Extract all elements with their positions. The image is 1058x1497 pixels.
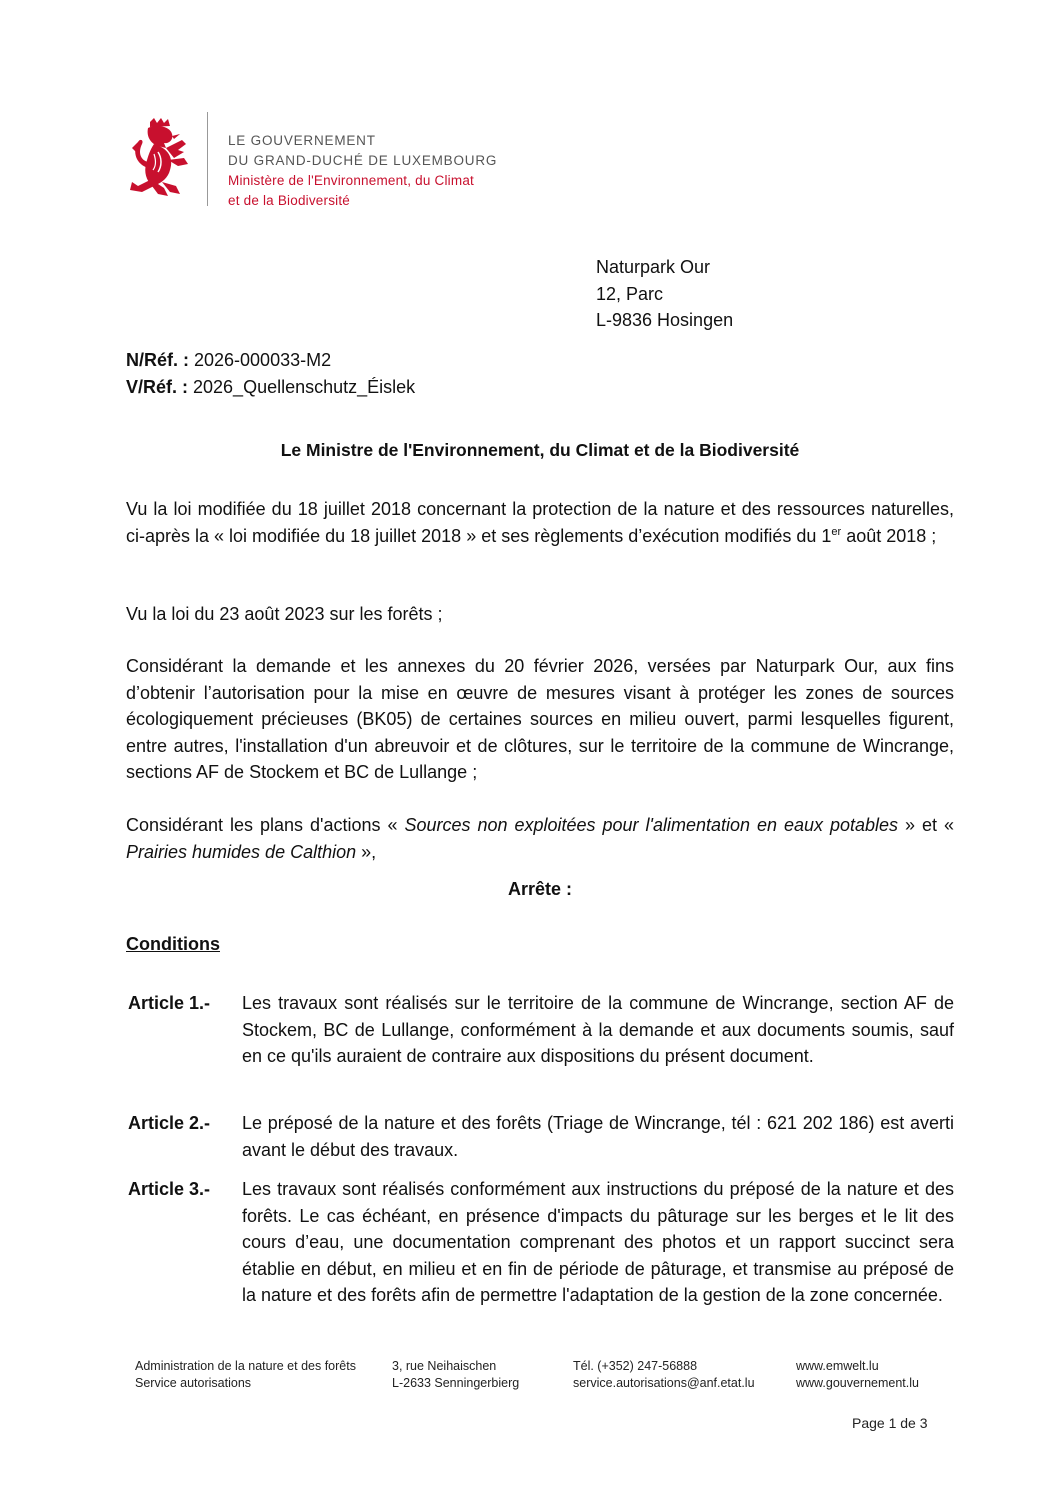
gov-line-1: LE GOUVERNEMENT bbox=[228, 133, 376, 148]
article-label: Article 3.- bbox=[128, 1179, 211, 1199]
document-title: Le Ministre de l'Environnement, du Climat et de la Biodiversité bbox=[280, 440, 800, 460]
government-identity bbox=[228, 131, 497, 211]
article-1 bbox=[128, 990, 954, 1070]
article-3 bbox=[128, 1176, 954, 1309]
article-text: Les travaux sont réalisés sur le territoire de la commune de Wincrange, section AF de Stockem, BC de Lullange, conformément à la demande et aux documents soumis, sauf en ce qu'ils auraient de contraire aux dispositions du présent document. bbox=[242, 993, 954, 1066]
footer-phone: Tél. (+352) 247-56888 bbox=[573, 1359, 698, 1373]
action-plans-join: » et « bbox=[898, 815, 954, 835]
footer-email: service.autorisations@anf.etat.lu bbox=[573, 1376, 755, 1390]
red-lion-icon bbox=[128, 118, 190, 198]
footer-service-name: Service autorisations bbox=[135, 1376, 252, 1390]
page-number: Page 1 de 3 bbox=[852, 1415, 928, 1431]
action-plans-end: », bbox=[356, 841, 377, 862]
article-text: Les travaux sont réalisés conformément aux instructions du préposé de la nature et des forêts. Le cas échéant, en présence d'impacts du pâturage sur les berges et le lit des cours d’eau, une documentation comprenant des photos et un rapport succinct sera établie en début, en milieu et en fin de période de pâturage, et transmise au préposé de la nature et des forêts afin de permettre l'adaptation de la gestion de la zone concernée. bbox=[242, 1179, 954, 1305]
article-label: Article 2.- bbox=[128, 1113, 211, 1133]
recipient-street: 12, Parc bbox=[596, 283, 664, 304]
ministry-line-1: Ministère de l'Environnement, du Climat bbox=[228, 173, 474, 188]
footer-website-emwelt: www.emwelt.lu bbox=[796, 1359, 879, 1373]
our-reference-label: N/Réf. : bbox=[126, 350, 189, 370]
paragraph-law-2018-text: Vu la loi modifiée du 18 juillet 2018 concernant la protection de la nature et des ressources naturelles, ci-après la « loi modifiée du 18 juillet 2018 » et ses règlements d’exécution modifiés du 1 bbox=[126, 499, 954, 546]
footer-address bbox=[392, 1358, 519, 1392]
footer-website-gouvernement: www.gouvernement.lu bbox=[796, 1376, 919, 1390]
article-2 bbox=[128, 1110, 954, 1163]
action-plan-sources: Sources non exploitées pour l'alimentation en eaux potables bbox=[404, 815, 899, 835]
footer-administration bbox=[135, 1358, 356, 1392]
our-reference bbox=[126, 347, 415, 374]
paragraph-action-plans bbox=[126, 812, 954, 865]
footer-websites bbox=[796, 1358, 919, 1392]
action-plans-intro: Considérant les plans d'actions « bbox=[126, 815, 405, 835]
header-divider bbox=[207, 112, 208, 206]
recipient-city: L-9836 Hosingen bbox=[596, 310, 734, 330]
paragraph-law-2018-end: août 2018 ; bbox=[841, 525, 937, 546]
paragraph-law-2018 bbox=[126, 496, 954, 549]
conditions-heading: Conditions bbox=[126, 934, 220, 954]
article-label: Article 1.- bbox=[128, 993, 211, 1013]
your-reference-label: V/Réf. : bbox=[126, 376, 189, 397]
recipient-name: Naturpark Our bbox=[596, 257, 711, 277]
ordinal-superscript: er bbox=[831, 525, 842, 538]
article-text: Le préposé de la nature et des forêts (Triage de Wincrange, tél : 621 202 186) est averti avant le début des travaux. bbox=[242, 1113, 954, 1160]
footer-admin-name: Administration de la nature et des forêts bbox=[135, 1359, 356, 1373]
gov-line-2: DU GRAND-DUCHÉ DE LUXEMBOURG bbox=[228, 153, 498, 168]
footer-city: L-2633 Senningerbierg bbox=[392, 1376, 520, 1390]
recipient-address bbox=[596, 254, 733, 334]
our-reference-value: 2026-000033-M2 bbox=[189, 350, 332, 370]
footer-contact bbox=[573, 1358, 755, 1392]
ministry-line-2: et de la Biodiversité bbox=[228, 193, 351, 208]
action-plan-prairies: Prairies humides de Calthion bbox=[126, 841, 357, 862]
paragraph-law-2023: Vu la loi du 23 août 2023 sur les forêts ; bbox=[126, 604, 443, 624]
your-reference bbox=[126, 374, 415, 401]
decree-heading: Arrête : bbox=[507, 879, 573, 899]
references bbox=[126, 347, 415, 400]
your-reference-value: 2026_Quellenschutz_Éislek bbox=[188, 376, 416, 397]
footer-street: 3, rue Neihaischen bbox=[392, 1359, 497, 1373]
paragraph-request: Considérant la demande et les annexes du 20 février 2026, versées par Naturpark Our, aux fins d’obtenir l’autorisation pour la mise en œuvre de mesures visant à protéger les zones de sources écologiquement précieuses (BK05) de certaines sources en milieu ouvert, parmi lesquelles figurent, entre autres, l'installation d'un abreuvoir et de clôtures, sur le territoire de la commune de Wincrange, sections AF de Stockem et BC de Lullange ; bbox=[126, 656, 954, 782]
